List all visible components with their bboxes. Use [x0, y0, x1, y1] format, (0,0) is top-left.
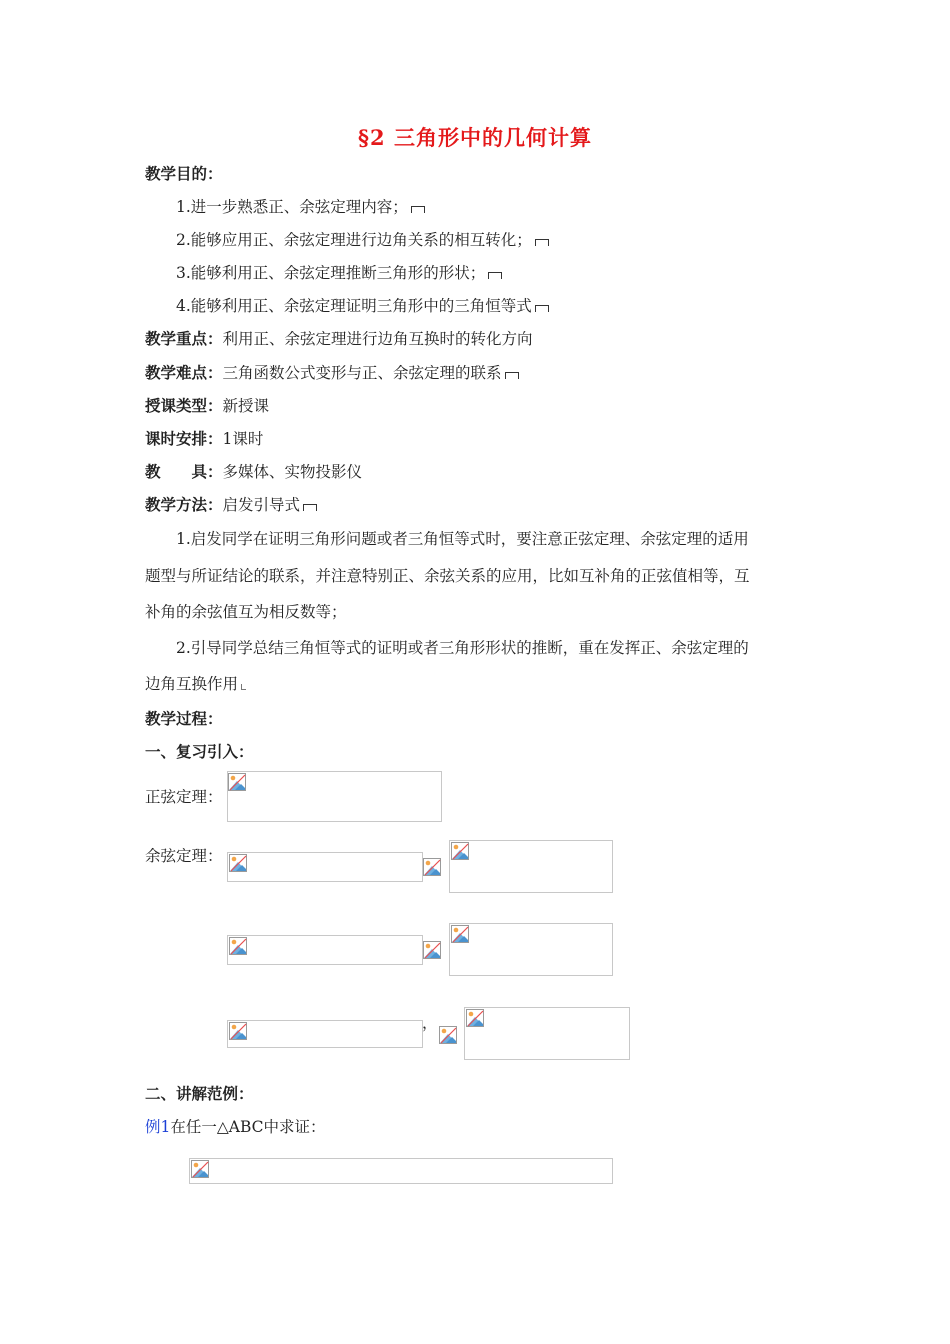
process-heading: 教学过程：	[145, 710, 223, 728]
cosine-formula-image-3a	[227, 1020, 423, 1048]
difficulty: 教学难点：三角函数公式变形与正、余弦定理的联系	[145, 362, 519, 384]
section-review-heading: 一、复习引入：	[145, 743, 254, 761]
sine-law-label: 正弦定理：	[145, 788, 223, 806]
cosine-formula-image-3b	[464, 1007, 630, 1060]
cosine-law-label: 余弦定理：	[145, 847, 223, 865]
broken-image-icon	[229, 937, 247, 955]
broken-image-icon	[451, 925, 469, 943]
paragraph-mark-icon	[535, 239, 549, 246]
lesson-type: 授课类型：新授课	[145, 397, 270, 415]
objective-2: 2.能够应用正、余弦定理进行边角关系的相互转化；	[176, 229, 549, 251]
paragraph-mark-icon	[241, 684, 246, 690]
tools: 教 具：多媒体、实物投影仪	[145, 463, 363, 481]
paragraph-mark-icon	[411, 206, 425, 213]
paragraph-mark-icon	[488, 272, 502, 279]
method-item-2-line-2: 边角互换作用	[145, 673, 246, 695]
key-points: 教学重点：利用正、余弦定理进行边角互换时的转化方向	[145, 330, 533, 348]
objective-4: 4.能够利用正、余弦定理证明三角形中的三角恒等式	[176, 295, 549, 317]
comma-separator: ，	[422, 1014, 438, 1032]
cosine-formula-image-1a	[227, 852, 423, 882]
broken-image-icon	[191, 1160, 209, 1178]
paragraph-mark-icon	[303, 504, 317, 511]
method-item-1-line-2: 题型与所证结论的联系，并注意特别正、余弦关系的应用，比如互补角的正弦值相等，互	[145, 567, 750, 585]
method-item-1-line-3: 补角的余弦值互为相反数等；	[145, 603, 347, 621]
example-formula-image	[189, 1158, 613, 1184]
paragraph-mark-icon	[535, 305, 549, 312]
broken-image-icon	[451, 842, 469, 860]
cosine-formula-image-2a	[227, 935, 423, 965]
broken-image-icon	[228, 773, 246, 791]
method-item-1-line-1: 1.启发同学在证明三角形问题或者三角恒等式时，要注意正弦定理、余弦定理的适用	[176, 530, 749, 548]
objective-1: 1.进一步熟悉正、余弦定理内容；	[176, 196, 425, 218]
paragraph-mark-icon	[505, 372, 519, 379]
broken-image-icon	[423, 858, 441, 876]
example-1: 例1在任一△ABC中求证：	[145, 1118, 326, 1136]
broken-image-icon	[229, 854, 247, 872]
cosine-formula-image-1b	[449, 840, 613, 893]
method-item-2-line-1: 2.引导同学总结三角恒等式的证明或者三角形形状的推断，重在发挥正、余弦定理的	[176, 639, 749, 657]
cosine-formula-image-2b	[449, 923, 613, 976]
method: 教学方法：启发引导式	[145, 494, 317, 516]
page-title: §2 三角形中的几何计算	[358, 125, 592, 150]
broken-image-icon	[439, 1026, 457, 1044]
objectives-heading: 教学目的：	[145, 165, 223, 183]
broken-image-icon	[466, 1009, 484, 1027]
broken-image-icon	[229, 1022, 247, 1040]
broken-image-icon	[423, 941, 441, 959]
sine-law-formula-image	[227, 771, 442, 822]
objective-3: 3.能够利用正、余弦定理推断三角形的形状；	[176, 262, 502, 284]
section-examples-heading: 二、讲解范例：	[145, 1085, 254, 1103]
schedule: 课时安排：1课时	[145, 430, 264, 448]
